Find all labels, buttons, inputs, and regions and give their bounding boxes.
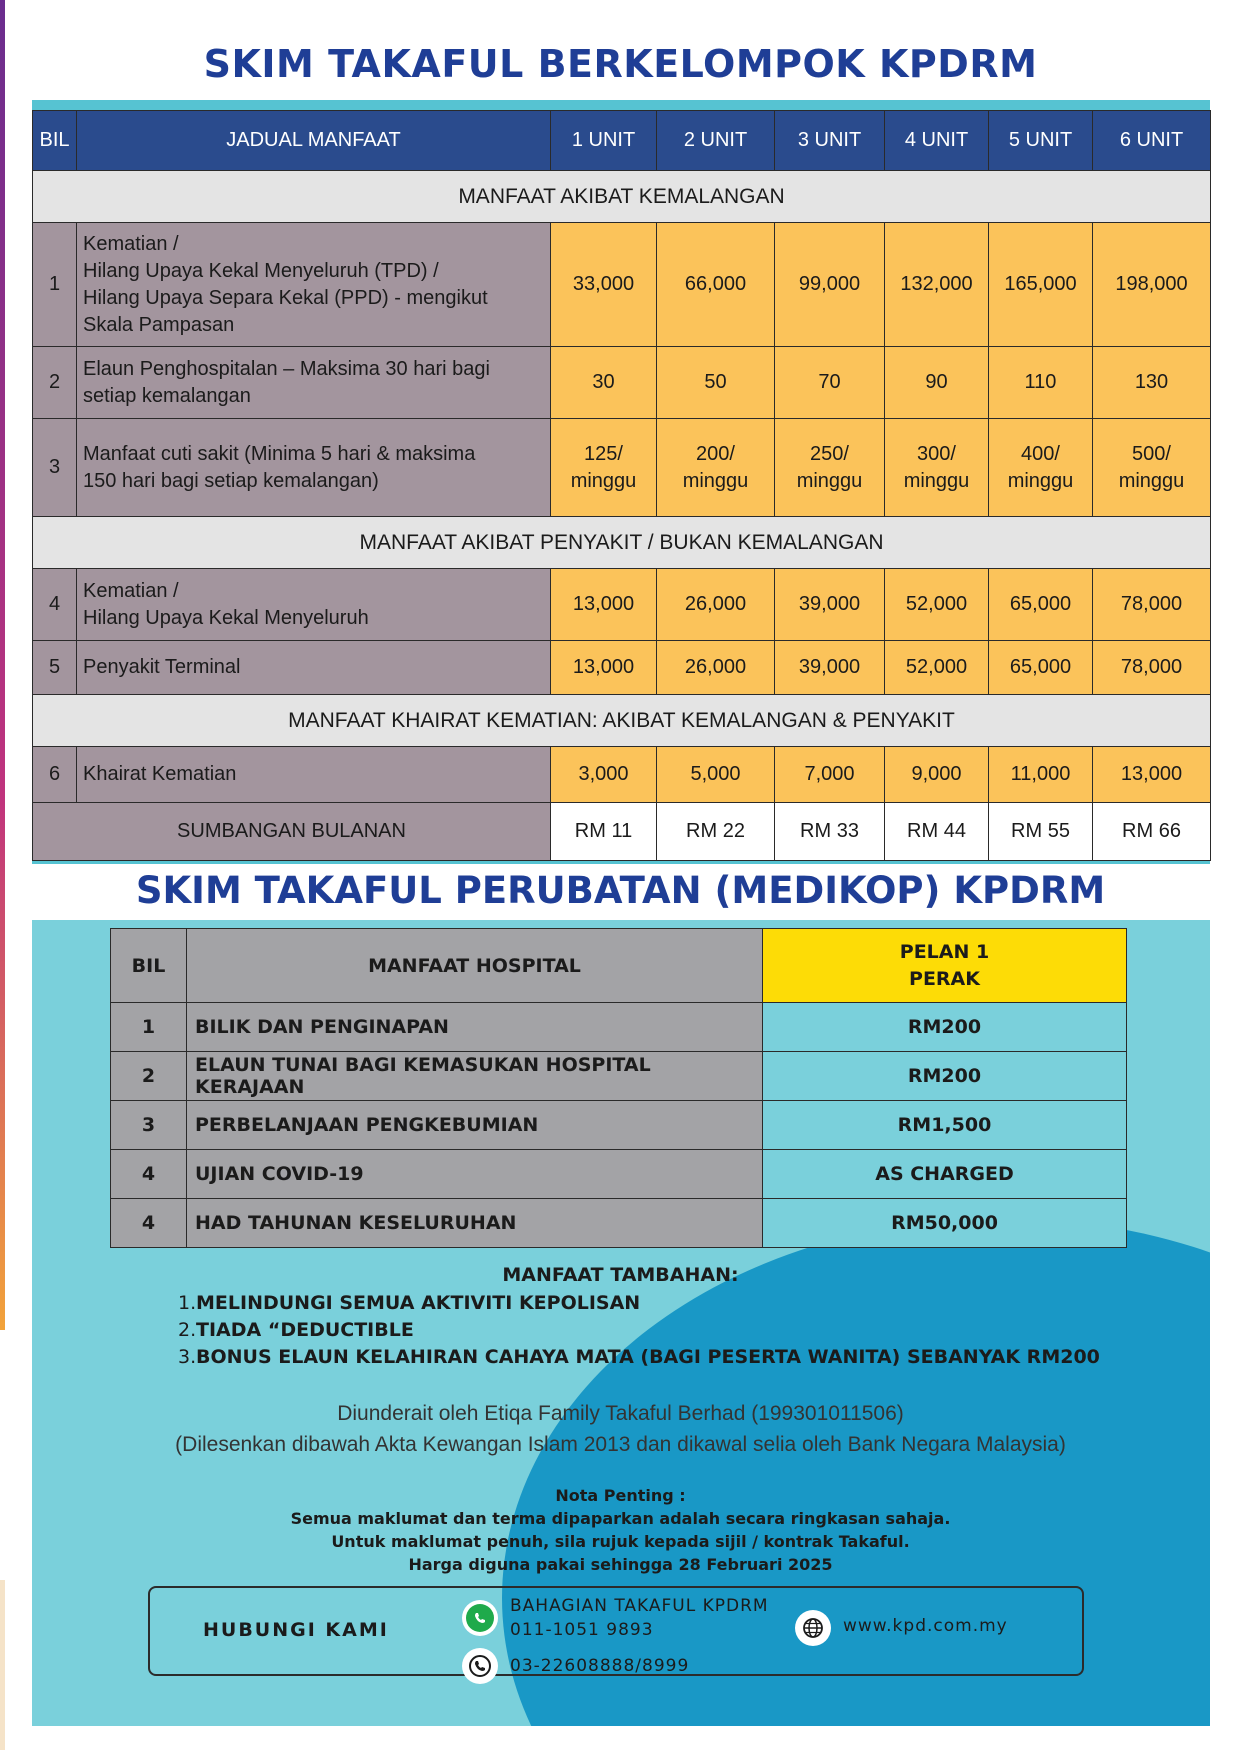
value-cell: 39,000 xyxy=(775,569,885,641)
table-row xyxy=(111,1052,1127,1101)
value-unit: minggu xyxy=(570,469,637,492)
header-6-unit: 6 UNIT xyxy=(1093,111,1211,171)
list-item xyxy=(178,1290,1100,1317)
row-desc: UJIAN COVID-19 xyxy=(187,1150,763,1199)
value-cell: 5,000 xyxy=(657,747,775,803)
value-amount: 125/ xyxy=(584,442,623,465)
list-text: MELINDUNGI SEMUA AKTIVITI KEPOLISAN xyxy=(196,1292,641,1314)
benefit-table xyxy=(32,110,1211,861)
list-text: TIADA “DEDUCTIBLE xyxy=(196,1319,414,1341)
table-row xyxy=(33,223,1211,347)
row-value: RM200 xyxy=(763,1003,1127,1052)
value-amount: 400/ xyxy=(1021,442,1060,465)
value-cell: 66,000 xyxy=(657,223,775,347)
important-note xyxy=(0,1484,1241,1576)
sumbangan-value: RM 44 xyxy=(885,803,989,861)
value-cell: 13,000 xyxy=(551,641,657,695)
sumbangan-value: RM 22 xyxy=(657,803,775,861)
value-unit: minggu xyxy=(1007,469,1074,492)
manfaat-tambahan-title: MANFAAT TAMBAHAN: xyxy=(502,1264,739,1286)
section-row-khairat xyxy=(33,695,1211,747)
list-item xyxy=(178,1317,1100,1344)
whatsapp-icon xyxy=(462,1600,498,1636)
value-cell: 70 xyxy=(775,347,885,419)
value-cell: 13,000 xyxy=(551,569,657,641)
value-cell: 33,000 xyxy=(551,223,657,347)
value-unit: minggu xyxy=(682,469,749,492)
pelan-name: PELAN 1 xyxy=(899,940,990,963)
row-value: RM50,000 xyxy=(763,1199,1127,1248)
header-4-unit: 4 UNIT xyxy=(885,111,989,171)
license-line: (Dilesenkan dibawah Akta Kewangan Islam 2013 dan dikawal selia oleh Bank Negara Malaysia) xyxy=(175,1433,1066,1456)
website-link[interactable]: www.kpd.com.my xyxy=(843,1616,1008,1636)
table-row xyxy=(33,347,1211,419)
header-5-unit: 5 UNIT xyxy=(989,111,1093,171)
value-cell: 52,000 xyxy=(885,569,989,641)
row-desc xyxy=(77,347,551,419)
value-cell: 165,000 xyxy=(989,223,1093,347)
row-bil: 4 xyxy=(111,1199,187,1248)
row-value: AS CHARGED xyxy=(763,1150,1127,1199)
table-row xyxy=(33,569,1211,641)
value-cell: 30 xyxy=(551,347,657,419)
desc-line: Kematian / xyxy=(83,579,179,602)
value-cell xyxy=(551,419,657,517)
value-cell: 198,000 xyxy=(1093,223,1211,347)
value-cell: 99,000 xyxy=(775,223,885,347)
section-illness-label: MANFAAT AKIBAT PENYAKIT / BUKAN KEMALANGAN xyxy=(33,517,1211,569)
row-desc xyxy=(77,223,551,347)
value-cell: 13,000 xyxy=(1093,747,1211,803)
value-cell: 11,000 xyxy=(989,747,1093,803)
value-amount: 300/ xyxy=(917,442,956,465)
section-accident-label: MANFAAT AKIBAT KEMALANGAN xyxy=(33,171,1211,223)
sumbangan-row xyxy=(33,803,1211,861)
list-number: 3. xyxy=(178,1346,197,1368)
table-row xyxy=(111,1003,1127,1052)
header-3-unit: 3 UNIT xyxy=(775,111,885,171)
hospital-benefit-table xyxy=(110,928,1127,1248)
header-bil: BIL xyxy=(111,929,187,1003)
desc-line: setiap kemalangan xyxy=(83,384,251,407)
value-cell: 90 xyxy=(885,347,989,419)
row-bil: 3 xyxy=(111,1101,187,1150)
value-cell: 26,000 xyxy=(657,641,775,695)
header-pelan xyxy=(763,929,1127,1003)
table1-header-row xyxy=(33,111,1211,171)
header-bil: BIL xyxy=(33,111,77,171)
left-edge-decoration xyxy=(0,0,5,1330)
sumbangan-value: RM 33 xyxy=(775,803,885,861)
pelan-tier: PERAK xyxy=(909,967,980,990)
contact-label: HUBUNGI KAMI xyxy=(203,1619,389,1641)
table-row xyxy=(33,419,1211,517)
row-value: RM200 xyxy=(763,1052,1127,1101)
row-bil: 4 xyxy=(33,569,77,641)
underwriter-line: Diunderait oleh Etiqa Family Takaful Berhad (199301011506) xyxy=(337,1402,904,1425)
row-desc xyxy=(77,419,551,517)
row-value: RM1,500 xyxy=(763,1101,1127,1150)
row-bil: 6 xyxy=(33,747,77,803)
list-item xyxy=(178,1344,1100,1371)
list-text: BONUS ELAUN KELAHIRAN CAHAYA MATA (BAGI PESERTA WANITA) SEBANYAK RM200 xyxy=(196,1346,1100,1368)
desc-line: 150 hari bagi setiap kemalangan) xyxy=(83,469,379,492)
value-unit: minggu xyxy=(903,469,970,492)
row-bil: 1 xyxy=(111,1003,187,1052)
value-cell: 9,000 xyxy=(885,747,989,803)
desc-line: Skala Pampasan xyxy=(83,313,235,336)
value-cell: 3,000 xyxy=(551,747,657,803)
row-desc xyxy=(77,641,551,695)
manfaat-tambahan-list xyxy=(178,1290,1100,1371)
header-2-unit: 2 UNIT xyxy=(657,111,775,171)
row-desc: PERBELANJAAN PENGKEBUMIAN xyxy=(187,1101,763,1150)
sumbangan-label: SUMBANGAN BULANAN xyxy=(33,803,551,861)
phone-number[interactable]: 03-22608888/8999 xyxy=(510,1656,690,1676)
table-row xyxy=(111,1199,1127,1248)
row-bil: 2 xyxy=(33,347,77,419)
desc-line: Manfaat cuti sakit (Minima 5 hari & maksima xyxy=(83,442,476,465)
value-cell: 50 xyxy=(657,347,775,419)
value-cell: 110 xyxy=(989,347,1093,419)
table-row xyxy=(111,1150,1127,1199)
note-line: Harga diguna pakai sehingga 28 Februari 2025 xyxy=(408,1555,833,1574)
value-cell: 39,000 xyxy=(775,641,885,695)
row-bil: 1 xyxy=(33,223,77,347)
section-row-accident xyxy=(33,171,1211,223)
desc-line: Kematian / xyxy=(83,232,179,255)
value-amount: 200/ xyxy=(696,442,735,465)
value-cell: 130 xyxy=(1093,347,1211,419)
value-cell: 65,000 xyxy=(989,641,1093,695)
header-1-unit: 1 UNIT xyxy=(551,111,657,171)
value-cell: 132,000 xyxy=(885,223,989,347)
row-desc: ELAUN TUNAI BAGI KEMASUKAN HOSPITAL KERAJAAN xyxy=(187,1052,763,1101)
section-khairat-label: MANFAAT KHAIRAT KEMATIAN: AKIBAT KEMALANGAN & PENYAKIT xyxy=(33,695,1211,747)
value-cell xyxy=(775,419,885,517)
sumbangan-value: RM 55 xyxy=(989,803,1093,861)
desc-line: Khairat Kematian xyxy=(83,763,237,785)
value-unit: minggu xyxy=(796,469,863,492)
note-title: Nota Penting : xyxy=(555,1486,686,1505)
value-cell: 65,000 xyxy=(989,569,1093,641)
table-row xyxy=(111,1101,1127,1150)
value-cell: 26,000 xyxy=(657,569,775,641)
header-jadual-manfaat: JADUAL MANFAAT xyxy=(77,111,551,171)
value-cell: 52,000 xyxy=(885,641,989,695)
table-row xyxy=(33,641,1211,695)
value-amount: 250/ xyxy=(810,442,849,465)
underwriter-note xyxy=(0,1398,1241,1460)
value-cell: 78,000 xyxy=(1093,641,1211,695)
note-line: Semua maklumat dan terma dipaparkan adalah secara ringkasan sahaja. xyxy=(290,1509,951,1528)
value-cell: 78,000 xyxy=(1093,569,1211,641)
row-desc xyxy=(77,747,551,803)
table2-header-row xyxy=(111,929,1127,1003)
value-cell xyxy=(989,419,1093,517)
desc-line: Hilang Upaya Separa Kekal (PPD) - mengikut xyxy=(83,286,488,309)
whatsapp-number[interactable]: 011-1051 9893 xyxy=(510,1620,654,1640)
value-cell xyxy=(1093,419,1211,517)
left-edge-decoration-lower xyxy=(0,1580,5,1750)
title-medikop: SKIM TAKAFUL PERUBATAN (MEDIKOP) KPDRM xyxy=(135,869,1106,912)
phone-icon xyxy=(462,1648,498,1684)
list-number: 1. xyxy=(178,1292,197,1314)
section-row-illness xyxy=(33,517,1211,569)
row-desc xyxy=(77,569,551,641)
value-cell xyxy=(657,419,775,517)
value-unit: minggu xyxy=(1118,469,1185,492)
desc-line: Hilang Upaya Kekal Menyeluruh (TPD) / xyxy=(83,259,439,282)
note-line: Untuk maklumat penuh, sila rujuk kepada sijil / kontrak Takaful. xyxy=(331,1532,910,1551)
row-bil: 5 xyxy=(33,641,77,695)
row-bil: 4 xyxy=(111,1150,187,1199)
value-amount: 500/ xyxy=(1132,442,1171,465)
title-takaful-berkelompok: SKIM TAKAFUL BERKELOMPOK KPDRM xyxy=(203,42,1038,86)
row-desc: HAD TAHUNAN KESELURUHAN xyxy=(187,1199,763,1248)
sumbangan-value: RM 66 xyxy=(1093,803,1211,861)
header-manfaat-hospital: MANFAAT HOSPITAL xyxy=(187,929,763,1003)
value-cell: 7,000 xyxy=(775,747,885,803)
row-bil: 3 xyxy=(33,419,77,517)
sumbangan-value: RM 11 xyxy=(551,803,657,861)
desc-line: Penyakit Terminal xyxy=(83,656,241,678)
value-cell xyxy=(885,419,989,517)
desc-line: Hilang Upaya Kekal Menyeluruh xyxy=(83,606,369,629)
table-row xyxy=(33,747,1211,803)
desc-line: Elaun Penghospitalan – Maksima 30 hari bagi xyxy=(83,357,490,380)
globe-icon xyxy=(795,1610,831,1646)
contact-department: BAHAGIAN TAKAFUL KPDRM xyxy=(510,1596,769,1616)
row-bil: 2 xyxy=(111,1052,187,1101)
list-number: 2. xyxy=(178,1319,197,1341)
row-desc: BILIK DAN PENGINAPAN xyxy=(187,1003,763,1052)
